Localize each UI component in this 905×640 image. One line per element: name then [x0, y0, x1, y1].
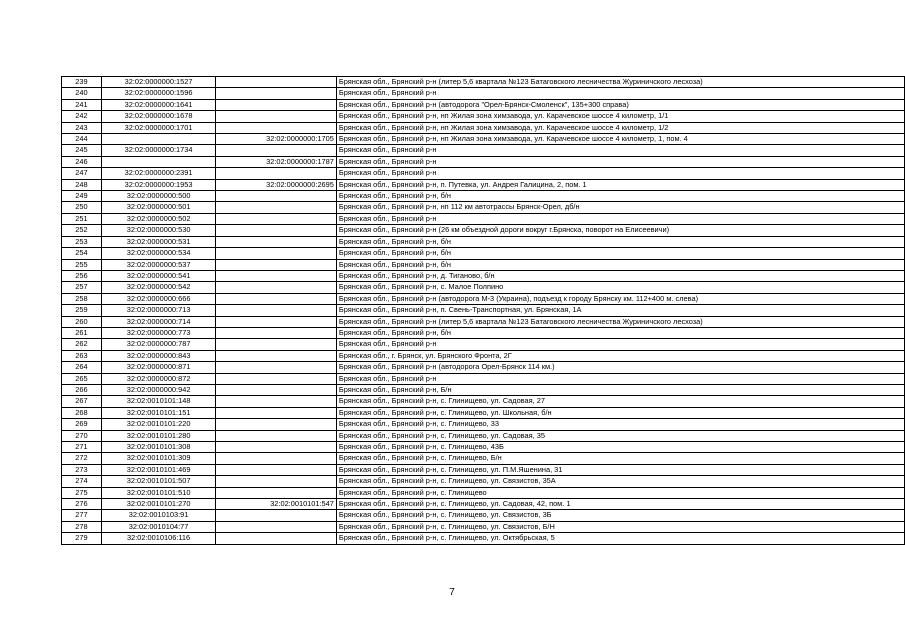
cadastral-number-cell: 32:02:0000000:942	[101, 384, 216, 395]
address-cell: Брянская обл., Брянский р-н, с. Глинищево, 33	[336, 419, 904, 430]
related-cadastral-number-cell	[216, 384, 337, 395]
table-row	[62, 168, 905, 179]
row-number-cell: 262	[62, 339, 102, 350]
table-row	[62, 453, 905, 464]
cadastral-number-cell	[101, 156, 216, 167]
address-cell: Брянская обл., Брянский р-н, с. Глинищево, 43Б	[336, 442, 904, 453]
address-cell: Брянская обл., Брянский р-н, б/н	[336, 327, 904, 338]
row-number-cell: 249	[62, 191, 102, 202]
row-number-cell: 274	[62, 476, 102, 487]
table-row	[62, 327, 905, 338]
cadastral-number-cell: 32:02:0000000:1641	[101, 99, 216, 110]
table-row	[62, 339, 905, 350]
row-number-cell: 273	[62, 464, 102, 475]
related-cadastral-number-cell: 32:02:0000000:1705	[216, 134, 337, 145]
related-cadastral-number-cell	[216, 213, 337, 224]
cadastral-number-cell: 32:02:0010101:510	[101, 487, 216, 498]
cadastral-number-cell: 32:02:0000000:1596	[101, 88, 216, 99]
table-row	[62, 145, 905, 156]
address-cell: Брянская обл., Брянский р-н, с. Глинищево, ул. П.М.Яшенина, 31	[336, 464, 904, 475]
address-cell: Брянская обл., Брянский р-н (26 км объездной дороги вокруг г.Брянска, поворот на Елисеевичи)	[336, 225, 904, 236]
table-row	[62, 88, 905, 99]
cadastral-number-cell: 32:02:0000000:1701	[101, 122, 216, 133]
related-cadastral-number-cell	[216, 430, 337, 441]
table-row	[62, 476, 905, 487]
table-row	[62, 350, 905, 361]
row-number-cell: 246	[62, 156, 102, 167]
address-cell: Брянская обл., Брянский р-н, с. Глинищево, ул. Октябрьская, 5	[336, 533, 904, 544]
related-cadastral-number-cell	[216, 396, 337, 407]
table-row	[62, 316, 905, 327]
address-cell: Брянская обл., Брянский р-н (автодорога Орел-Брянск 114 км.)	[336, 362, 904, 373]
row-number-cell: 278	[62, 521, 102, 532]
table-row	[62, 259, 905, 270]
table-row	[62, 282, 905, 293]
cadastral-number-cell: 32:02:0010101:270	[101, 499, 216, 510]
table-row	[62, 134, 905, 145]
row-number-cell: 275	[62, 487, 102, 498]
address-cell: Брянская обл., Брянский р-н, б/н	[336, 236, 904, 247]
table-row	[62, 156, 905, 167]
related-cadastral-number-cell	[216, 327, 337, 338]
cadastral-number-cell: 32:02:0000000:502	[101, 213, 216, 224]
row-number-cell: 267	[62, 396, 102, 407]
related-cadastral-number-cell: 32:02:0000000:2695	[216, 179, 337, 190]
address-cell: Брянская обл., Брянский р-н	[336, 156, 904, 167]
row-number-cell: 241	[62, 99, 102, 110]
cadastral-number-cell: 32:02:0000000:713	[101, 305, 216, 316]
cadastral-number-cell: 32:02:0000000:542	[101, 282, 216, 293]
cadastral-number-cell: 32:02:0000000:871	[101, 362, 216, 373]
table-row	[62, 111, 905, 122]
row-number-cell: 265	[62, 373, 102, 384]
row-number-cell: 245	[62, 145, 102, 156]
address-cell: Брянская обл., Брянский р-н, б/н	[336, 191, 904, 202]
related-cadastral-number-cell	[216, 442, 337, 453]
row-number-cell: 258	[62, 293, 102, 304]
table-row	[62, 521, 905, 532]
row-number-cell: 266	[62, 384, 102, 395]
related-cadastral-number-cell	[216, 225, 337, 236]
related-cadastral-number-cell	[216, 476, 337, 487]
cadastral-number-cell: 32:02:0000000:787	[101, 339, 216, 350]
cadastral-number-cell: 32:02:0010103:91	[101, 510, 216, 521]
related-cadastral-number-cell	[216, 339, 337, 350]
row-number-cell: 248	[62, 179, 102, 190]
address-cell: Брянская обл., Брянский р-н	[336, 88, 904, 99]
address-cell: Брянская обл., Брянский р-н, с. Глинищево, ул. Связистов, Б/Н	[336, 521, 904, 532]
table-row	[62, 396, 905, 407]
address-cell: Брянская обл., Брянский р-н (литер 5,6 квартала №123 Батаговского лесничества Журиничского лесхоза)	[336, 316, 904, 327]
row-number-cell: 276	[62, 499, 102, 510]
table-row	[62, 407, 905, 418]
cadastral-number-cell: 32:02:0000000:541	[101, 270, 216, 281]
related-cadastral-number-cell	[216, 236, 337, 247]
table-row	[62, 430, 905, 441]
related-cadastral-number-cell	[216, 111, 337, 122]
address-cell: Брянская обл., Брянский р-н, нп Жилая зона химзавода, ул. Карачевское шоссе 4 километр, 1, пом. 4	[336, 134, 904, 145]
cadastral-number-cell: 32:02:0000000:534	[101, 248, 216, 259]
address-cell: Брянская обл., Брянский р-н, с. Глинищево, Б/н	[336, 453, 904, 464]
row-number-cell: 242	[62, 111, 102, 122]
table-body	[62, 77, 905, 545]
address-cell: Брянская обл., Брянский р-н	[336, 168, 904, 179]
address-cell: Брянская обл., Брянский р-н, с. Глинищево, ул. Садовая, 27	[336, 396, 904, 407]
address-cell: Брянская обл., Брянский р-н, с. Глинищево, ул. Связистов, 3Б	[336, 510, 904, 521]
cadastral-number-cell: 32:02:0000000:714	[101, 316, 216, 327]
cadastral-number-cell: 32:02:0010101:220	[101, 419, 216, 430]
table-row	[62, 191, 905, 202]
table-row	[62, 270, 905, 281]
cadastral-number-cell: 32:02:0000000:773	[101, 327, 216, 338]
address-cell: Брянская обл., Брянский р-н, б/н	[336, 248, 904, 259]
table-row	[62, 99, 905, 110]
related-cadastral-number-cell	[216, 270, 337, 281]
cadastral-number-cell	[101, 134, 216, 145]
table-row	[62, 499, 905, 510]
related-cadastral-number-cell	[216, 350, 337, 361]
row-number-cell: 279	[62, 533, 102, 544]
cadastral-number-cell: 32:02:0010106:116	[101, 533, 216, 544]
row-number-cell: 243	[62, 122, 102, 133]
cadastral-number-cell: 32:02:0010101:280	[101, 430, 216, 441]
related-cadastral-number-cell	[216, 487, 337, 498]
table-row	[62, 77, 905, 88]
table-row	[62, 225, 905, 236]
table-row	[62, 122, 905, 133]
related-cadastral-number-cell	[216, 407, 337, 418]
row-number-cell: 277	[62, 510, 102, 521]
table-row	[62, 533, 905, 544]
cadastral-number-cell: 32:02:0000000:843	[101, 350, 216, 361]
address-cell: Брянская обл., Брянский р-н, с. Глинищево, ул. Школьная, б/н	[336, 407, 904, 418]
related-cadastral-number-cell	[216, 293, 337, 304]
row-number-cell: 253	[62, 236, 102, 247]
row-number-cell: 255	[62, 259, 102, 270]
related-cadastral-number-cell	[216, 521, 337, 532]
address-cell: Брянская обл., г. Брянск, ул. Брянского Фронта, 2Г	[336, 350, 904, 361]
row-number-cell: 239	[62, 77, 102, 88]
address-cell: Брянская обл., Брянский р-н, б/н	[336, 259, 904, 270]
related-cadastral-number-cell	[216, 316, 337, 327]
row-number-cell: 251	[62, 213, 102, 224]
table-row	[62, 442, 905, 453]
cadastral-number-cell: 32:02:0000000:1734	[101, 145, 216, 156]
related-cadastral-number-cell	[216, 202, 337, 213]
cadastral-number-cell: 32:02:0000000:1678	[101, 111, 216, 122]
related-cadastral-number-cell	[216, 510, 337, 521]
address-cell: Брянская обл., Брянский р-н, с. Глинищево, ул. Связистов, 35А	[336, 476, 904, 487]
row-number-cell: 269	[62, 419, 102, 430]
related-cadastral-number-cell	[216, 88, 337, 99]
row-number-cell: 268	[62, 407, 102, 418]
row-number-cell: 264	[62, 362, 102, 373]
related-cadastral-number-cell	[216, 453, 337, 464]
related-cadastral-number-cell	[216, 305, 337, 316]
address-cell: Брянская обл., Брянский р-н, с. Малое Полпино	[336, 282, 904, 293]
table-row	[62, 362, 905, 373]
related-cadastral-number-cell	[216, 362, 337, 373]
cadastral-number-cell: 32:02:0010101:151	[101, 407, 216, 418]
cadastral-number-cell: 32:02:0000000:531	[101, 236, 216, 247]
address-cell: Брянская обл., Брянский р-н, нп 112 км автотрассы Брянск-Орел, дб/н	[336, 202, 904, 213]
row-number-cell: 259	[62, 305, 102, 316]
related-cadastral-number-cell: 32:02:0000000:1787	[216, 156, 337, 167]
row-number-cell: 247	[62, 168, 102, 179]
related-cadastral-number-cell	[216, 533, 337, 544]
table-row	[62, 384, 905, 395]
table-row	[62, 419, 905, 430]
row-number-cell: 252	[62, 225, 102, 236]
table-row	[62, 236, 905, 247]
table-row	[62, 464, 905, 475]
cadastral-number-cell: 32:02:0000000:666	[101, 293, 216, 304]
cadastral-number-cell: 32:02:0000000:1953	[101, 179, 216, 190]
row-number-cell: 254	[62, 248, 102, 259]
cadastral-number-cell: 32:02:0010101:507	[101, 476, 216, 487]
table-row	[62, 248, 905, 259]
table-row	[62, 305, 905, 316]
row-number-cell: 260	[62, 316, 102, 327]
address-cell: Брянская обл., Брянский р-н, Б/н	[336, 384, 904, 395]
address-cell: Брянская обл., Брянский р-н, с. Глинищево, ул. Садовая, 42, пом. 1	[336, 499, 904, 510]
address-cell: Брянская обл., Брянский р-н	[336, 145, 904, 156]
row-number-cell: 250	[62, 202, 102, 213]
related-cadastral-number-cell	[216, 122, 337, 133]
address-cell: Брянская обл., Брянский р-н, п. Путевка, ул. Андрея Галицина, 2, пом. 1	[336, 179, 904, 190]
cadastral-number-cell: 32:02:0010104:77	[101, 521, 216, 532]
cadastral-number-cell: 32:02:0000000:537	[101, 259, 216, 270]
page-number: 7	[449, 587, 455, 598]
table-row	[62, 487, 905, 498]
related-cadastral-number-cell	[216, 145, 337, 156]
related-cadastral-number-cell	[216, 419, 337, 430]
related-cadastral-number-cell	[216, 259, 337, 270]
row-number-cell: 256	[62, 270, 102, 281]
row-number-cell: 272	[62, 453, 102, 464]
row-number-cell: 257	[62, 282, 102, 293]
table-row	[62, 213, 905, 224]
row-number-cell: 240	[62, 88, 102, 99]
table-row	[62, 179, 905, 190]
related-cadastral-number-cell	[216, 464, 337, 475]
table-row	[62, 293, 905, 304]
related-cadastral-number-cell: 32:02:0010101:547	[216, 499, 337, 510]
address-cell: Брянская обл., Брянский р-н	[336, 339, 904, 350]
property-register-table	[61, 76, 905, 545]
row-number-cell: 244	[62, 134, 102, 145]
cadastral-number-cell: 32:02:0000000:500	[101, 191, 216, 202]
table-row	[62, 510, 905, 521]
address-cell: Брянская обл., Брянский р-н, д. Тиганово, б/н	[336, 270, 904, 281]
row-number-cell: 263	[62, 350, 102, 361]
related-cadastral-number-cell	[216, 99, 337, 110]
row-number-cell: 261	[62, 327, 102, 338]
cadastral-number-cell: 32:02:0010101:308	[101, 442, 216, 453]
related-cadastral-number-cell	[216, 373, 337, 384]
address-cell: Брянская обл., Брянский р-н (литер 5,6 квартала №123 Батаговского лесничества Журиничского лесхоза)	[336, 77, 904, 88]
related-cadastral-number-cell	[216, 248, 337, 259]
address-cell: Брянская обл., Брянский р-н	[336, 213, 904, 224]
cadastral-number-cell: 32:02:0010101:309	[101, 453, 216, 464]
related-cadastral-number-cell	[216, 191, 337, 202]
cadastral-number-cell: 32:02:0000000:1527	[101, 77, 216, 88]
address-cell: Брянская обл., Брянский р-н, нп Жилая зона химзавода, ул. Карачевское шоссе 4 километр, 1/2	[336, 122, 904, 133]
cadastral-number-cell: 32:02:0000000:501	[101, 202, 216, 213]
cadastral-number-cell: 32:02:0010101:148	[101, 396, 216, 407]
address-cell: Брянская обл., Брянский р-н, с. Глинищево	[336, 487, 904, 498]
cadastral-number-cell: 32:02:0000000:2391	[101, 168, 216, 179]
row-number-cell: 271	[62, 442, 102, 453]
address-cell: Брянская обл., Брянский р-н	[336, 373, 904, 384]
related-cadastral-number-cell	[216, 282, 337, 293]
address-cell: Брянская обл., Брянский р-н (автодорога "Орел-Брянск-Смоленск", 135+300 справа)	[336, 99, 904, 110]
table-row	[62, 373, 905, 384]
address-cell: Брянская обл., Брянский р-н, нп Жилая зона химзавода, ул. Карачевское шоссе 4 километр, 1/1	[336, 111, 904, 122]
related-cadastral-number-cell	[216, 77, 337, 88]
cadastral-number-cell: 32:02:0010101:469	[101, 464, 216, 475]
row-number-cell: 270	[62, 430, 102, 441]
address-cell: Брянская обл., Брянский р-н, п. Свень-Транспортная, ул. Брянская, 1А	[336, 305, 904, 316]
address-cell: Брянская обл., Брянский р-н (автодорога М-3 (Украина), подъезд к городу Брянску км. 112+400 м. слева)	[336, 293, 904, 304]
cadastral-number-cell: 32:02:0000000:530	[101, 225, 216, 236]
related-cadastral-number-cell	[216, 168, 337, 179]
cadastral-number-cell: 32:02:0000000:872	[101, 373, 216, 384]
table-row	[62, 202, 905, 213]
address-cell: Брянская обл., Брянский р-н, с. Глинищево, ул. Садовая, 35	[336, 430, 904, 441]
